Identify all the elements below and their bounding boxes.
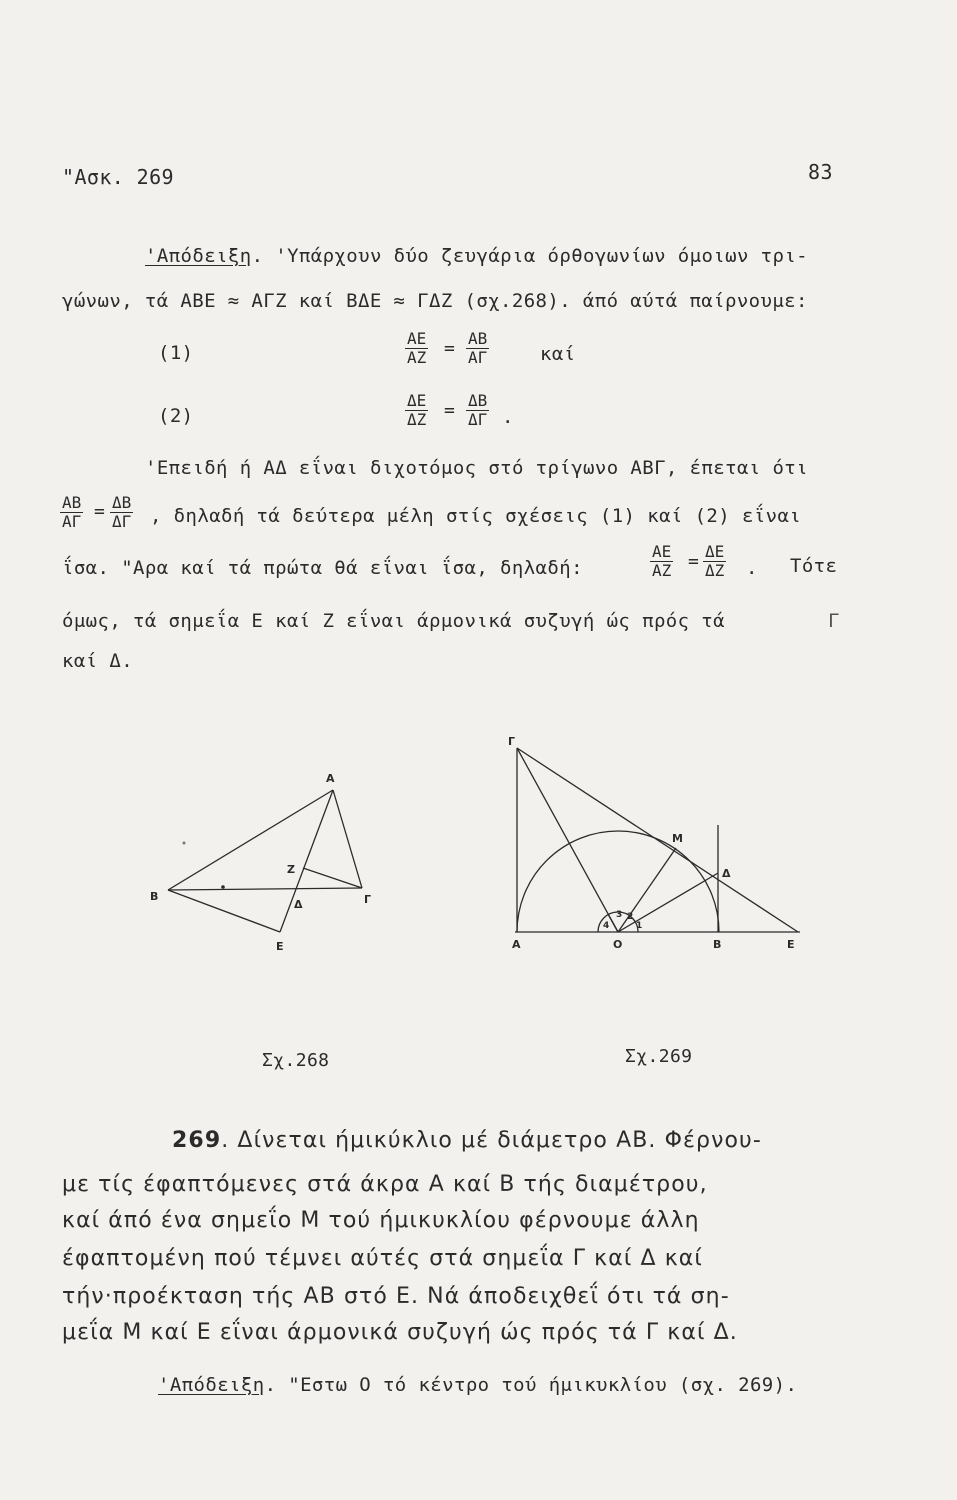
eq2-label: (2) (158, 405, 194, 427)
problem-line6: μεΐα Μ καί Ε εΐναι άρμονικά συζυγή ώς πρός τά Γ καί Δ. (62, 1320, 738, 1345)
proof1-line4: , δηλαδή τά δεύτερα μέλη στίς σχέσεις (1) καί (2) εΐναι (150, 505, 802, 527)
problem-line1: 269. Δίνεται ήμικύκλιο μέ διάμετρο ΑΒ. Φέρνου- (172, 1128, 762, 1153)
proof1-line1: 'Απόδειξη. 'Υπάρχουν δύο ζευγάρια όρθογωνίων όμοιων τρι- (145, 245, 808, 267)
line-ZG (303, 868, 362, 888)
angle-1: 1 (636, 921, 643, 931)
problem-line5: τήν·προέκταση τής ΑΒ στό Ε. Νά άποδειχθεΐ ότι τά ση- (62, 1284, 730, 1309)
problem-line4: έφαπτομένη πού τέμνει αύτές στά σημεΐα Γ καί Δ καί (62, 1246, 703, 1271)
speck (183, 842, 186, 845)
eq1-label: (1) (158, 342, 194, 364)
label-B: Β (150, 890, 159, 903)
eq2-right-fraction: $\frac{\Delta B}{\Delta\Gamma}$ (468, 391, 488, 429)
label-A: Α (512, 938, 521, 951)
label-E: Ε (787, 938, 795, 951)
side-AG (333, 790, 362, 888)
line-AE (280, 790, 333, 932)
label-O: Ο (613, 938, 623, 951)
angle-4: 4 (603, 921, 610, 931)
page-number: 83 (808, 160, 833, 184)
label-B: Β (713, 938, 722, 951)
angle-2: 2 (627, 912, 634, 922)
eq2-left-fraction: $\frac{\Delta E}{\Delta Z}$ (407, 391, 427, 429)
problem-line3: καί άπό ένα σημεΐο Μ τού ήμικυκλίου φέρνουμε άλλη (62, 1208, 700, 1233)
frac5-left: $\frac{AE}{AZ}$ (652, 542, 672, 580)
label-D: Δ (722, 867, 731, 880)
frac5-right: $\frac{\Delta E}{\Delta Z}$ (705, 542, 725, 580)
proof1-line5: ΐσα. "Αρα καί τά πρώτα θά εΐναι ΐσα, δηλαδή: (62, 557, 583, 579)
label-G: Γ (364, 893, 372, 906)
tangent-GE (517, 748, 798, 932)
line-OD (618, 873, 718, 932)
line-GO (517, 748, 618, 932)
problem-number: 269 (172, 1128, 222, 1153)
eq1-right-fraction: $\frac{AB}{A\Gamma}$ (468, 329, 488, 367)
proof2-label: 'Απόδειξη (158, 1374, 265, 1396)
frac5-period: . (746, 557, 758, 579)
side-BG (168, 888, 362, 890)
proof1-line5-end: Τότε (790, 555, 838, 577)
proof1-line7: καί Δ. (62, 650, 134, 672)
figures (0, 720, 957, 980)
label-Z: Ζ (287, 863, 295, 876)
proof1-line2: γώνων, τά ΑΒΕ ≈ ΑΓΖ καί ΒΔΕ ≈ ΓΔΖ (σχ.268). άπό αύτά παίρνουμε: (62, 290, 808, 312)
figure-268 (150, 772, 371, 953)
caption-268: Σχ.268 (262, 1050, 330, 1071)
label-G: Γ (508, 735, 516, 748)
proof1-line6-end: Γ (828, 610, 840, 632)
eq1-tail: καί (540, 343, 576, 365)
angle-3: 3 (616, 910, 623, 920)
label-A: Α (326, 772, 335, 785)
problem-line2: με τίς έφαπτόμενες στά άκρα Α καί Β τής διαμέτρου, (62, 1172, 708, 1197)
eq1-equals: = (444, 338, 455, 359)
frac5-equals: = (688, 551, 699, 572)
proof1-line6: όμως, τά σημεΐα Ε καί Ζ εΐναι άρμονικά συζυγή ώς πρός τά (62, 610, 725, 632)
caption-269: Σχ.269 (625, 1046, 693, 1067)
figure-269 (508, 735, 800, 951)
proof2-line: 'Απόδειξη. "Εστω Ο τό κέντρο τού ήμικυκλίου (σχ. 269). (158, 1374, 798, 1396)
proof-label: 'Απόδειξη (145, 245, 252, 267)
side-BA (168, 790, 333, 890)
frac3-left: $\frac{AB}{A\Gamma}$ (62, 493, 82, 531)
eq2-tail: . (502, 406, 514, 428)
eq2-equals: = (444, 400, 455, 421)
frac3-equals: = (94, 501, 105, 522)
exercise-header: "Ασκ. 269 (62, 165, 174, 189)
label-M: Μ (672, 832, 683, 845)
frac3-right: $\frac{\Delta B}{\Delta\Gamma}$ (112, 493, 132, 531)
eq1-left-fraction: $\frac{AE}{AZ}$ (407, 329, 427, 367)
proof1-line3: 'Επειδή ή ΑΔ εΐναι διχοτόμος στό τρίγωνο ΑΒΓ, έπεται ότι (145, 457, 808, 479)
label-E: Ε (276, 940, 284, 953)
line-BE (168, 890, 280, 932)
label-D: Δ (294, 898, 303, 911)
point-mark (221, 885, 225, 889)
